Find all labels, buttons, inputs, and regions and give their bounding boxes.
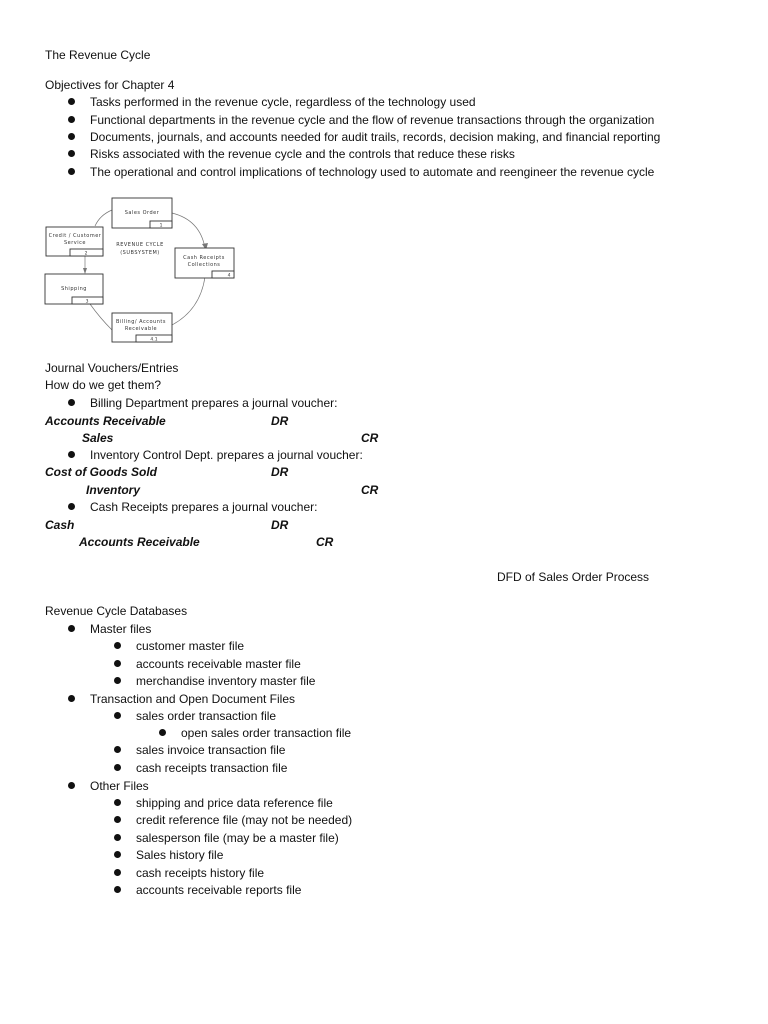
diagram-center-label: REVENUE CYCLE: [116, 242, 164, 248]
db-file: sales invoice transaction file: [136, 743, 286, 757]
objective-item: Documents, journals, and accounts needed for audit trails, records, decision making, and financial reporting: [90, 130, 661, 144]
objective-item: The operational and control implications of technology used to automate and reengineer the revenue cycle: [90, 165, 655, 179]
debit-account: Cost of Goods Sold: [45, 465, 157, 479]
connector-line: [172, 277, 205, 325]
bullet-icon: [114, 834, 121, 841]
debit-marker: DR: [271, 414, 289, 428]
databases-heading: Revenue Cycle Databases: [45, 604, 188, 618]
process-box-billing: [112, 313, 172, 343]
db-file: accounts receivable master file: [136, 657, 301, 671]
credit-marker: CR: [316, 535, 334, 549]
process-number: 4: [227, 273, 231, 279]
db-file: salesperson file (may be a master file): [136, 831, 339, 845]
journal-bullet: Billing Department prepares a journal voucher:: [90, 396, 338, 410]
db-file: cash receipts history file: [136, 866, 265, 880]
bullet-icon: [114, 660, 121, 667]
process-number: 2: [84, 251, 88, 257]
process-label-line2: Service: [64, 240, 86, 246]
bullet-icon: [68, 503, 75, 510]
db-category: Master files: [90, 622, 152, 636]
db-file: credit reference file (may not be needed): [136, 813, 353, 827]
process-label: Sales Order: [124, 210, 160, 216]
debit-account: Cash: [45, 518, 75, 532]
objectives-heading: Objectives for Chapter 4: [45, 78, 175, 92]
bullet-icon: [114, 799, 121, 806]
journal-bullet: Cash Receipts prepares a journal voucher:: [90, 500, 318, 514]
objective-item: Tasks performed in the revenue cycle, regardless of the technology used: [90, 95, 476, 109]
credit-marker: CR: [361, 431, 379, 445]
db-file: shipping and price data reference file: [136, 796, 333, 810]
process-label-line2: Receivable: [124, 326, 158, 332]
db-file: accounts receivable reports file: [136, 883, 302, 897]
bullet-icon: [114, 746, 121, 753]
credit-account: Sales: [82, 431, 114, 445]
db-category: Transaction and Open Document Files: [90, 692, 295, 706]
page-title: The Revenue Cycle: [45, 48, 151, 62]
bullet-icon: [114, 869, 121, 876]
debit-marker: DR: [271, 465, 289, 479]
credit-account: Accounts Receivable: [79, 535, 200, 549]
db-file: sales order transaction file: [136, 709, 277, 723]
bullet-icon: [114, 764, 121, 771]
objective-item: Risks associated with the revenue cycle and the controls that reduce these risks: [90, 147, 515, 161]
bullet-icon: [68, 625, 75, 632]
arrow-icon: [83, 268, 87, 274]
process-box-credit: [46, 227, 103, 257]
db-subfile: open sales order transaction file: [181, 726, 352, 740]
db-file: Sales history file: [136, 848, 224, 862]
bullet-icon: [114, 816, 121, 823]
journal-bullet: Inventory Control Dept. prepares a journal voucher:: [90, 448, 363, 462]
bullet-icon: [114, 642, 121, 649]
diagram-center-sublabel: (SUBSYSTEM): [120, 250, 160, 256]
objective-item: Functional departments in the revenue cycle and the flow of revenue transactions through the organization: [90, 113, 655, 127]
process-label-line2: Collections: [187, 262, 221, 268]
journal-question: How do we get them?: [45, 378, 162, 392]
bullet-icon: [68, 399, 75, 406]
bullet-icon: [114, 851, 121, 858]
debit-account: Accounts Receivable: [45, 414, 166, 428]
process-box-cash-receipts: [175, 248, 234, 279]
db-file: customer master file: [136, 639, 245, 653]
process-number: 4.1: [150, 337, 158, 343]
db-file: cash receipts transaction file: [136, 761, 288, 775]
connector-line: [90, 304, 112, 330]
process-label: Credit / Customer: [48, 233, 102, 239]
db-category: Other Files: [90, 779, 149, 793]
bullet-icon: [114, 677, 121, 684]
process-number: 3: [85, 299, 89, 305]
process-label: Shipping: [61, 286, 87, 292]
dfd-caption: DFD of Sales Order Process: [497, 570, 650, 584]
credit-account: Inventory: [86, 483, 141, 497]
connector-line: [95, 210, 112, 226]
bullet-icon: [68, 451, 75, 458]
process-box-sales-order: [112, 198, 172, 229]
bullet-icon: [68, 782, 75, 789]
bullet-icon: [114, 712, 121, 719]
bullet-icon: [68, 695, 75, 702]
db-file: merchandise inventory master file: [136, 674, 316, 688]
journal-heading: Journal Vouchers/Entries: [45, 361, 179, 375]
bullet-icon: [159, 729, 166, 736]
process-box-shipping: [45, 274, 103, 305]
process-label: Billing/ Accounts: [116, 319, 166, 325]
bullet-icon: [114, 886, 121, 893]
process-number: 1: [159, 223, 163, 229]
credit-marker: CR: [361, 483, 379, 497]
connector-line: [172, 213, 205, 248]
process-label: Cash Receipts: [183, 255, 225, 261]
debit-marker: DR: [271, 518, 289, 532]
